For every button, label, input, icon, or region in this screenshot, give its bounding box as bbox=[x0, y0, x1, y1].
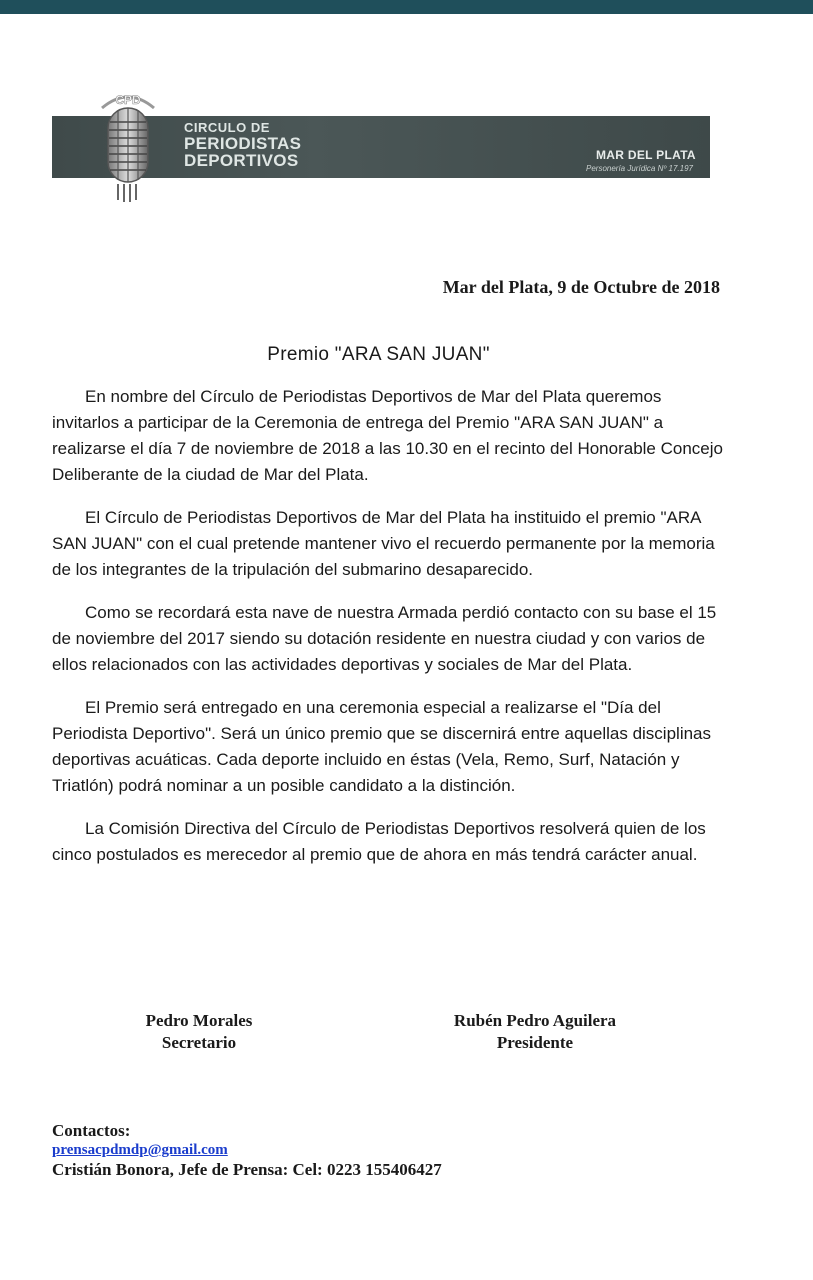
letter-date: Mar del Plata, 9 de Octubre de 2018 bbox=[442, 277, 720, 297]
signature-name: Rubén Pedro Aguilera bbox=[453, 1011, 617, 1030]
microphone-logo-icon bbox=[88, 86, 168, 206]
org-name-line2: PERIODISTAS bbox=[184, 134, 302, 153]
contact-email-link[interactable]: prensacpdmdp@gmail.com bbox=[52, 1142, 228, 1158]
signature-secretary bbox=[124, 1010, 274, 1054]
paragraph-invitation: En nombre del Círculo de Periodistas Deportivos de Mar del Plata queremos invitarlos a participar de la Ceremonia de entrega del Premio "ARA SAN JUAN" a realizarse el día 7 de noviembre de 2018 a las 10.30 en el recinto del Honorable Concejo Deliberante de la ciudad de Mar del Plata. bbox=[52, 387, 723, 484]
org-name-line3: DEPORTIVOS bbox=[184, 151, 299, 170]
org-name-line1: CIRCULO DE bbox=[184, 120, 270, 135]
letter-body bbox=[52, 384, 724, 885]
paragraph-ceremony: El Premio será entregado en una ceremonia especial a realizarse el "Día del Periodista Deportivo". Será un único premio que se discernirá entre aquellas disciplinas deportivas acuáticas. Cada deporte incluido en éstas (Vela, Remo, Surf, Natación y Triatlón) podrá nominar a un posible candidato a la distinción. bbox=[52, 698, 711, 795]
top-bar bbox=[0, 0, 813, 14]
contacts-label: Contactos: bbox=[52, 1121, 131, 1140]
signature-name: Pedro Morales bbox=[145, 1011, 253, 1030]
contacts-block bbox=[52, 1121, 442, 1180]
paragraph-institution: El Círculo de Periodistas Deportivos de Mar del Plata ha instituido el premio "ARA SAN JUAN" con el cual pretende mantener vivo el recuerdo permanente por la memoria de los integrantes de la tripulación del submarino desaparecido. bbox=[52, 508, 715, 579]
organization-name bbox=[184, 121, 301, 169]
press-contact: Cristián Bonora, Jefe de Prensa: Cel: 0223 155406427 bbox=[52, 1160, 442, 1179]
header-city: MAR DEL PLATA bbox=[596, 148, 696, 162]
paragraph-commission: La Comisión Directiva del Círculo de Periodistas Deportivos resolverá quien de los cinco postulados es merecedor al premio que de ahora en más tendrá carácter anual. bbox=[52, 819, 706, 864]
paragraph-history: Como se recordará esta nave de nuestra Armada perdió contacto con su base el 15 de noviembre del 2017 siendo su dotación residente en nuestra ciudad y con varios de ellos relacionados con las actividades deportivas y sociales de Mar del Plata. bbox=[52, 603, 717, 674]
svg-text:CPD: CPD bbox=[115, 93, 141, 107]
letter-title: Premio "ARA SAN JUAN" bbox=[267, 344, 490, 365]
signature-role: Secretario bbox=[161, 1033, 237, 1052]
signature-president bbox=[425, 1010, 645, 1054]
header-legal-number: Personería Jurídica Nº 17.197 bbox=[586, 164, 693, 173]
signature-role: Presidente bbox=[496, 1033, 574, 1052]
